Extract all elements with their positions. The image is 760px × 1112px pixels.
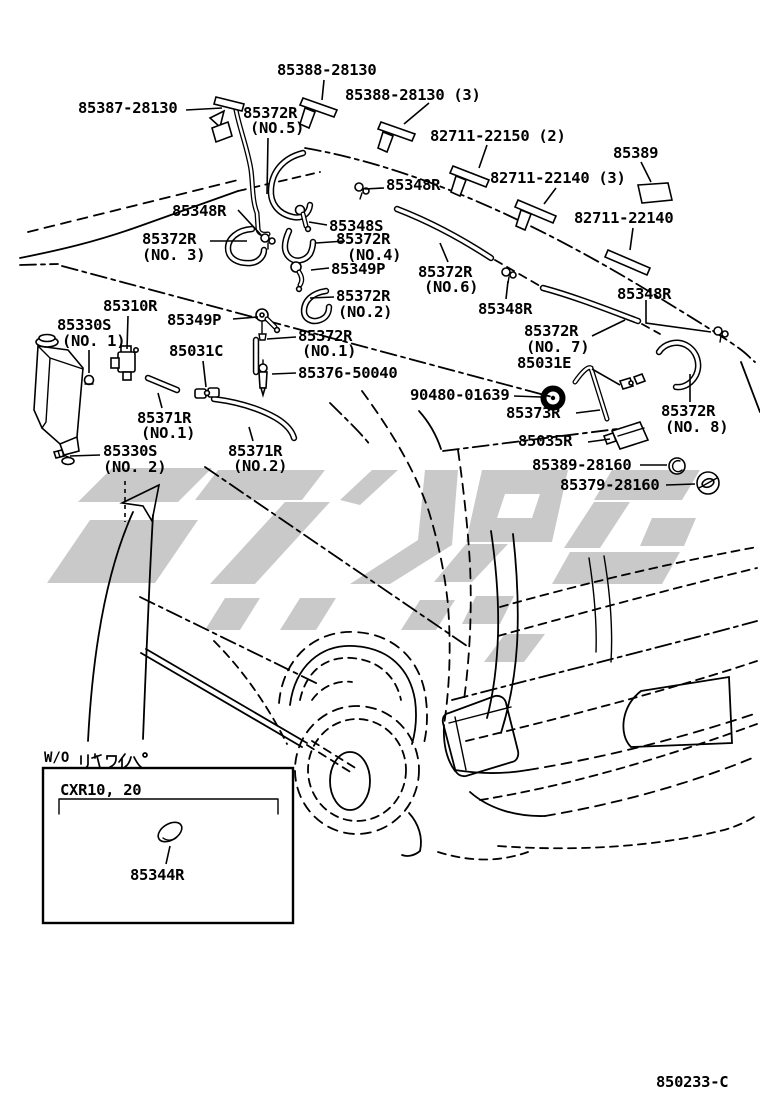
part-label: 85330S (57, 316, 112, 334)
part-label: 82711-22140 (574, 209, 674, 227)
part-label: 85372R (336, 287, 391, 305)
part-label: 90480-01639 (410, 386, 510, 404)
inset-condition-label (44, 750, 69, 766)
roof-gutter-line (305, 148, 755, 362)
part-label: 85031E (517, 354, 572, 372)
roof-edge-line (28, 180, 238, 232)
part-label: 85389 (613, 144, 659, 162)
katakana-rear-wiper-text (81, 753, 147, 768)
part-label: 85372R (142, 230, 197, 248)
part-label: 85371R (228, 442, 283, 460)
part-label: 85031C (169, 342, 224, 360)
part-label: 85310R (103, 297, 158, 315)
part-label: 85349P (167, 311, 222, 329)
part-label: 85372R (418, 263, 473, 281)
part-label: (NO.1) (302, 342, 357, 360)
part-label: (NO.5) (250, 119, 305, 137)
joint-85031e (620, 374, 645, 389)
ring-85389-28160 (669, 458, 685, 474)
part-label: (NO.2) (233, 457, 288, 475)
part-label: 85348R (478, 300, 533, 318)
part-label: 85389-28160 (532, 456, 632, 474)
washer-motor-85035r (604, 422, 648, 449)
part-label: 85371R (137, 409, 192, 427)
part-label: 85388-28130 (277, 61, 377, 79)
inset-part-number: 85344R (130, 866, 185, 884)
part-label: 85348R (617, 285, 672, 303)
part-label: 85372R (336, 230, 391, 248)
hose-85371r-no2 (214, 399, 294, 438)
wheel-hub (330, 752, 370, 810)
joint-85031c (195, 388, 219, 398)
inset-model-code: CXR10, 20 (60, 781, 142, 799)
clip-85344r (155, 818, 186, 845)
taillight (443, 696, 519, 776)
part-label: (NO.2) (338, 303, 393, 321)
joint-85349p-lower (256, 309, 279, 340)
wheel-arch (279, 632, 427, 747)
part-label: 85372R (298, 327, 353, 345)
washer-pump-85310r (111, 346, 138, 380)
part-label: (NO.4) (347, 246, 402, 264)
part-label: 85376-50040 (298, 364, 398, 382)
watermark-logo (47, 468, 700, 662)
part-label: (NO. 2) (103, 458, 167, 476)
sticker-85389 (638, 183, 672, 203)
part-label: 85372R (243, 104, 298, 122)
inset-box (43, 753, 293, 923)
part-label: 82711-22150 (2) (430, 127, 566, 145)
part-label: 82711-22140 (3) (490, 169, 626, 187)
drawing-number: 850233-C (656, 1073, 729, 1091)
tire (295, 706, 419, 834)
clamp-85348r (261, 183, 728, 345)
part-label: (NO. 3) (142, 246, 206, 264)
part-label: 85373R (506, 404, 561, 422)
screw-85330s-no1 (85, 376, 94, 385)
part-label: 85372R (661, 402, 716, 420)
part-label: (NO. 1) (62, 332, 126, 350)
joint-85349p-upper (291, 262, 302, 291)
part-label: (NO.6) (424, 278, 479, 296)
part-label: (NO. 8) (665, 418, 729, 436)
part-label: 85348R (172, 202, 227, 220)
grommet-85379-28160 (697, 472, 719, 494)
part-label: 85372R (524, 322, 579, 340)
part-label: 85349P (331, 260, 386, 278)
part-label: 85330S (103, 442, 158, 460)
part-label: (NO. 7) (526, 338, 590, 356)
part-label: (NO.1) (141, 424, 196, 442)
grommet-90480 (544, 389, 563, 408)
part-label: 85035R (518, 432, 573, 450)
washer-hoses (148, 110, 698, 438)
inset-condition-ascii: W/O (44, 750, 70, 766)
model-code-bracket (59, 799, 278, 814)
small-parts (34, 97, 728, 494)
retainer-82711-22140-b (605, 250, 650, 275)
check-valve-85376 (259, 360, 267, 395)
washer-tank (34, 335, 83, 465)
part-label: 85348S (329, 217, 384, 235)
part-label: 85387-28130 (78, 99, 178, 117)
part-label: 85379-28160 (560, 476, 660, 494)
part-label: 85348R (386, 176, 441, 194)
part-label: 85388-28130 (3) (345, 86, 481, 104)
